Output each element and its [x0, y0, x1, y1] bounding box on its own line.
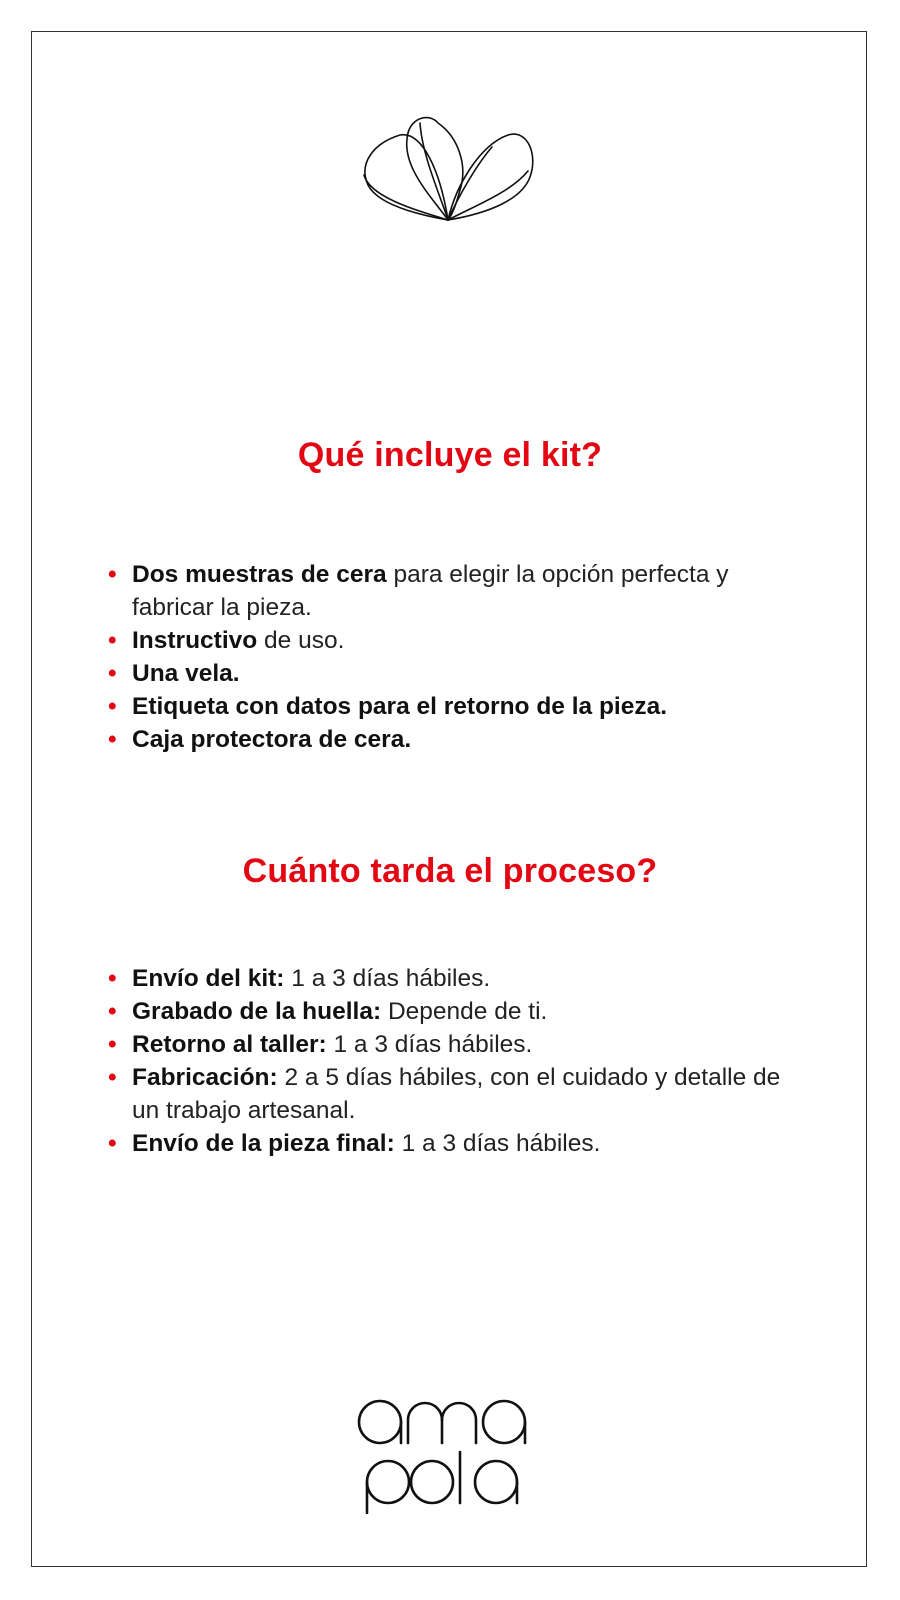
flower-petals-icon — [360, 115, 540, 227]
bullet: • — [108, 1064, 117, 1091]
bullet: • — [108, 1130, 117, 1157]
process-heading: Cuánto tarda el proceso? — [242, 852, 658, 890]
item-text: Depende de ti. — [381, 998, 548, 1025]
item-text: 1 a 3 días hábiles. — [326, 1031, 533, 1058]
item-text: 2 a 5 días hábiles, con el cuidado y detalle de un trabajo artesanal. — [132, 1064, 781, 1124]
item-text: 1 a 3 días hábiles. — [284, 965, 491, 992]
list-item — [108, 1061, 808, 1127]
kit-list — [108, 558, 808, 756]
bullet: • — [108, 965, 117, 992]
item-bold: Fabricación: — [132, 1064, 278, 1091]
list-item — [108, 657, 808, 690]
bullet: • — [108, 998, 117, 1025]
bullet: • — [108, 627, 117, 654]
item-bold: Envío del kit: — [132, 965, 285, 992]
amapola-logo — [356, 1390, 546, 1514]
item-bold: Etiqueta con datos para el retorno de la pieza. — [132, 693, 668, 720]
list-item — [108, 624, 808, 657]
item-bold: Envío de la pieza final: — [132, 1130, 395, 1157]
list-item — [108, 1028, 808, 1061]
item-bold: Una vela. — [132, 660, 240, 687]
kit-heading: Qué incluye el kit? — [297, 436, 603, 474]
bullet: • — [108, 693, 117, 720]
list-item — [108, 558, 808, 624]
card-frame — [31, 31, 867, 1567]
item-bold: Instructivo — [132, 627, 258, 654]
list-item — [108, 690, 808, 723]
bullet: • — [108, 660, 117, 687]
process-list — [108, 962, 808, 1160]
item-text: para elegir la opción perfecta y fabricar la pieza. — [132, 561, 729, 621]
bullet: • — [108, 561, 117, 588]
item-bold: Caja protectora de cera. — [132, 726, 412, 753]
list-item — [108, 962, 808, 995]
list-item — [108, 1127, 808, 1160]
list-item — [108, 723, 808, 756]
item-bold: Dos muestras de cera — [132, 561, 387, 588]
item-bold: Grabado de la huella: — [132, 998, 382, 1025]
item-text: de uso. — [257, 627, 345, 654]
bullet: • — [108, 1031, 117, 1058]
item-bold: Retorno al taller: — [132, 1031, 327, 1058]
item-text: 1 a 3 días hábiles. — [394, 1130, 601, 1157]
bullet: • — [108, 726, 117, 753]
list-item — [108, 995, 808, 1028]
